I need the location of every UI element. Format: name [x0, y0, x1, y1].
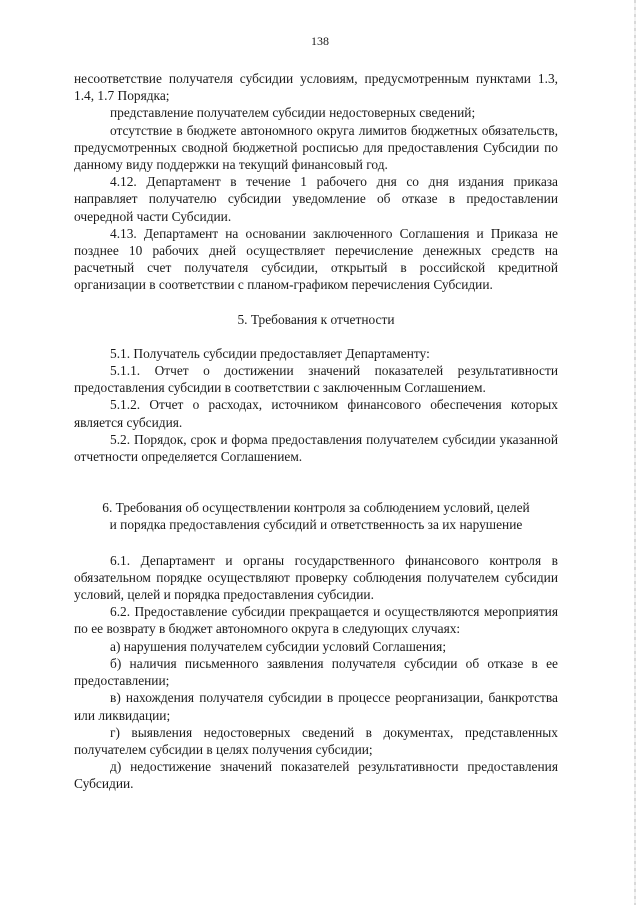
section-6-title	[66, 499, 566, 533]
paragraph: 5.1.1. Отчет о достижении значений показателей результативности предоставления субсидии в соответствии с заключенным Соглашением.	[74, 363, 558, 396]
paragraph: 6.2. Предоставление субсидии прекращается и осуществляются мероприятия по ее возврату в бюджет автономного округа в следующих случаях:	[74, 604, 558, 637]
paragraph: 5.1.2. Отчет о расходах, источником финансового обеспечения которых является субсидия.	[74, 397, 558, 430]
paragraph: 4.13. Департамент на основании заключенного Соглашения и Приказа не позднее 10 рабочих дней осуществляет перечисление денежных средств на расчетный счет получателя субсидии, открытый в российской кредитной организации в соответствии с планом-графиком перечисления Субсидии.	[74, 225, 558, 293]
paragraph: несоответствие получателя субсидии условиям, предусмотренным пунктами 1.3, 1.4, 1.7 Порядка;	[74, 71, 558, 104]
scan-edge	[634, 0, 636, 905]
list-item: б) наличия письменного заявления получателя субсидии об отказе в ее предоставлении;	[74, 655, 558, 689]
list-item: в) нахождения получателя субсидии в процессе реорганизации, банкротства или ликвидации;	[74, 690, 558, 723]
paragraph: отсутствие в бюджете автономного округа лимитов бюджетных обязательств, предусмотренных сводной бюджетной росписью для предоставления Субсидии по данному виду поддержки на текущий финансовый год.	[74, 122, 558, 173]
document-body	[74, 70, 558, 793]
section-6-title-line-2: и порядка предоставления субсидий и ответственность за их нарушение	[109, 517, 523, 533]
paragraph: 5.1. Получатель субсидии предоставляет Департаменту:	[110, 345, 430, 361]
paragraph: 5.2. Порядок, срок и форма предоставления получателем субсидии указанной отчетности определяется Соглашением.	[74, 431, 558, 465]
page-number: 138	[311, 34, 329, 48]
paragraph: представление получателем субсидии недостоверных сведений;	[110, 105, 476, 121]
list-item: г) выявления недостоверных сведений в документах, представленных получателем субсидии в целях получения субсидии;	[74, 724, 558, 757]
list-item: а) нарушения получателем субсидии условий Соглашения;	[110, 638, 447, 654]
section-6-title-line-1: 6. Требования об осуществлении контроля за соблюдением условий, целей	[102, 500, 530, 516]
paragraph: 4.12. Департамент в течение 1 рабочего дня со дня издания приказа направляет получателю субсидии уведомление об отказе в предоставлении очередной части Субсидии.	[74, 174, 558, 224]
list-item: д) недостижение значений показателей результативности предоставления Субсидии.	[74, 759, 558, 792]
section-5-title: 5. Требования к отчетности	[237, 311, 395, 327]
paragraph: 6.1. Департамент и органы государственного финансового контроля в обязательном порядке осуществляют проверку соблюдения получателем субсидии условий, целей и порядка предоставления субсидии.	[74, 552, 558, 603]
